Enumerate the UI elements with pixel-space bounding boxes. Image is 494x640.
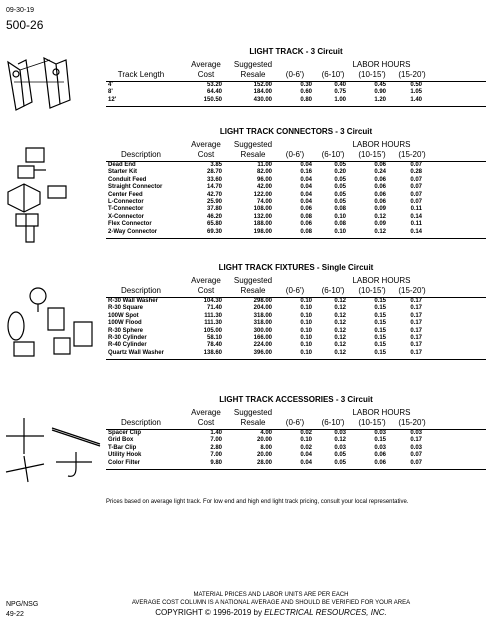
cell-h1: 0.04 (300, 452, 312, 459)
cell-resale: 396.00 (253, 349, 272, 356)
cell-h2: 0.08 (334, 221, 346, 228)
cell-desc: T-Connector (108, 206, 144, 213)
cell-resale: 20.00 (256, 452, 272, 459)
cell-h4: 0.17 (410, 312, 422, 319)
cell-h4: 0.28 (410, 169, 422, 176)
cell-h4: 0.11 (410, 221, 422, 228)
cell-h1: 0.04 (300, 176, 312, 183)
cell-h1: 0.10 (300, 320, 312, 327)
table-body (106, 162, 486, 236)
cell-h4: 0.14 (410, 228, 422, 235)
cell-h4: 0.07 (410, 191, 422, 198)
cell-cost: 42.70 (206, 191, 222, 198)
cell-h3: 0.06 (374, 459, 386, 466)
footer-code-1: NPG/NSG (6, 601, 39, 608)
cell-h3: 0.90 (374, 89, 386, 96)
cell-h4: 0.17 (410, 327, 422, 334)
cell-desc: R-40 Cylinder (108, 342, 147, 349)
cell-resale: 28.00 (256, 459, 272, 466)
cell-h3: 1.20 (374, 96, 386, 103)
table-row (106, 192, 486, 199)
header-h1: (0-6') (285, 70, 305, 79)
header-h4: (15-20') (398, 418, 426, 427)
cell-h3: 0.15 (374, 320, 386, 327)
table-row (106, 350, 486, 357)
cell-h3: 0.15 (374, 327, 386, 334)
cell-h1: 0.10 (300, 342, 312, 349)
cell-resale: 152.00 (253, 82, 272, 88)
header-h3: (10-15') (358, 286, 386, 295)
cell-h3: 0.24 (374, 169, 386, 176)
cell-h2: 0.12 (334, 349, 346, 356)
table-row (106, 199, 486, 206)
accessories-illustration-icon (4, 416, 104, 486)
header-first-col: Description (120, 286, 161, 295)
cell-cost: 104.30 (203, 298, 222, 304)
accessories-section (106, 394, 486, 470)
cell-h3: 0.45 (374, 82, 386, 88)
header-labor: LABOR (352, 140, 380, 149)
cell-cost: 46.20 (206, 213, 222, 220)
cell-h2: 0.12 (334, 342, 346, 349)
cell-h3: 0.15 (374, 334, 386, 341)
cell-h2: 0.05 (334, 176, 346, 183)
header-labor: LABOR (352, 276, 380, 285)
table-row (106, 177, 486, 184)
header-cost: Cost (197, 286, 215, 295)
light-track-section (106, 46, 486, 107)
header-h2: (6-10') (321, 286, 345, 295)
cell-h1: 0.16 (300, 169, 312, 176)
cell-h3: 0.09 (374, 221, 386, 228)
table-row (106, 206, 486, 213)
section-title: LIGHT TRACK FIXTURES - Single Circuit (218, 263, 374, 272)
table-row (106, 320, 486, 327)
cell-cost: 7.00 (210, 437, 222, 444)
cell-h2: 0.12 (334, 305, 346, 312)
cell-desc: 4' (108, 82, 113, 88)
cell-resale: 132.00 (253, 213, 272, 220)
table-row (106, 305, 486, 312)
cell-h1: 0.10 (300, 327, 312, 334)
cell-cost: 2.80 (210, 444, 222, 451)
cell-h1: 0.04 (300, 162, 312, 168)
cell-cost: 150.50 (203, 96, 222, 103)
cell-resale: 11.00 (257, 162, 272, 168)
cell-h4: 0.07 (410, 198, 422, 205)
header-h3: (10-15') (358, 418, 386, 427)
cell-desc: 12' (108, 96, 117, 103)
cell-cost: 7.00 (210, 452, 222, 459)
cell-resale: 82.00 (256, 169, 272, 176)
cell-h4: 0.14 (410, 213, 422, 220)
cell-desc: 100W Flood (108, 320, 142, 327)
cell-desc: Grid Box (108, 437, 134, 444)
table-header (106, 137, 486, 162)
cell-resale: 318.00 (253, 320, 272, 327)
cell-h1: 0.60 (300, 89, 312, 96)
cell-cost: 105.00 (203, 327, 222, 334)
cell-h3: 0.15 (374, 349, 386, 356)
header-first-col: Description (120, 418, 161, 427)
fixtures-illustration-icon (4, 282, 99, 362)
cell-h1: 0.02 (300, 430, 312, 436)
cell-h3: 0.15 (374, 312, 386, 319)
cell-resale: 318.00 (253, 312, 272, 319)
cell-resale: 96.00 (256, 176, 272, 183)
header-h4: (15-20') (398, 150, 426, 159)
cell-desc: R-30 Square (108, 305, 144, 312)
cell-h2: 0.12 (334, 334, 346, 341)
cell-h2: 0.40 (334, 82, 346, 88)
cell-h4: 0.17 (410, 342, 422, 349)
cell-h2: 0.12 (334, 312, 346, 319)
cell-resale: 122.00 (253, 191, 272, 198)
cell-h3: 0.09 (374, 206, 386, 213)
cell-h2: 0.75 (334, 89, 346, 96)
cell-h4: 0.17 (410, 334, 422, 341)
cell-desc: R-30 Wall Washer (108, 298, 158, 304)
cell-h1: 0.08 (300, 228, 312, 235)
table-header (106, 57, 486, 82)
cell-h2: 0.20 (334, 169, 346, 176)
cell-h2: 0.03 (334, 430, 346, 436)
header-h2: (6-10') (321, 418, 345, 427)
cell-desc: Conduit Feed (108, 176, 147, 183)
table-row (106, 437, 486, 444)
cell-h1: 0.06 (300, 221, 312, 228)
header-resale: Resale (240, 418, 266, 427)
table-header (106, 273, 486, 298)
cell-cost: 111.30 (204, 320, 222, 327)
section-title: LIGHT TRACK - 3 Circuit (249, 47, 343, 56)
cell-h1: 0.04 (300, 459, 312, 466)
header-average: Average (191, 140, 221, 149)
table-row (106, 184, 486, 191)
cell-cost: 28.70 (206, 169, 222, 176)
cell-h1: 0.04 (300, 184, 312, 191)
cell-resale: 42.00 (256, 184, 272, 191)
cell-cost: 138.60 (203, 349, 222, 356)
section-title: LIGHT TRACK ACCESSORIES - 3 Circuit (219, 395, 373, 404)
track-illustration-icon (4, 52, 74, 114)
cell-h1: 0.02 (300, 444, 312, 451)
cell-h2: 0.12 (334, 327, 346, 334)
cell-h3: 0.06 (374, 184, 386, 191)
table-row (106, 335, 486, 342)
cell-h1: 0.06 (300, 206, 312, 213)
cell-cost: 111.30 (204, 312, 222, 319)
cell-desc: 2-Way Connector (108, 228, 158, 235)
footer-code-2: 49-22 (6, 611, 24, 618)
cell-desc: X-Connector (108, 213, 144, 220)
cell-h2: 0.08 (334, 206, 346, 213)
header-h2: (6-10') (321, 70, 345, 79)
cell-resale: 8.00 (260, 444, 272, 451)
cell-cost: 37.80 (206, 206, 222, 213)
cell-h1: 0.80 (300, 96, 312, 103)
table-row (106, 298, 486, 305)
table-row (106, 169, 486, 176)
table-row (106, 460, 486, 467)
cell-h2: 0.10 (334, 213, 346, 220)
cell-resale: 188.00 (253, 221, 272, 228)
pricing-note: Prices based on average light track. For low end and high end light track pricing, consult your local representative. (106, 499, 409, 505)
header-h4: (15-20') (398, 286, 426, 295)
cell-desc: 100W Spot (108, 312, 139, 319)
copyright: COPYRIGHT © 1996-2019 by ELECTRICAL RESOURCES, INC. (155, 608, 387, 617)
header-h3: (10-15') (358, 70, 386, 79)
cell-desc: 8' (108, 89, 113, 96)
cell-h4: 0.50 (410, 82, 422, 88)
cell-h1: 0.10 (300, 334, 312, 341)
header-hours: HOURS (381, 408, 411, 417)
cell-h4: 1.05 (410, 89, 422, 96)
cell-resale: 198.00 (253, 228, 272, 235)
cell-desc: L-Connector (108, 198, 144, 205)
header-hours: HOURS (381, 140, 411, 149)
header-cost: Cost (197, 418, 215, 427)
cell-desc: Dead End (108, 162, 136, 168)
connectors-illustration-icon (4, 142, 84, 252)
cell-h4: 0.11 (410, 206, 422, 213)
header-hours: HOURS (381, 276, 411, 285)
cell-h3: 0.15 (374, 305, 386, 312)
table-row (106, 89, 486, 96)
cell-h4: 0.17 (410, 305, 422, 312)
cell-cost: 65.80 (206, 221, 222, 228)
cell-h3: 0.06 (374, 452, 386, 459)
table-row (106, 214, 486, 221)
header-h2: (6-10') (321, 150, 345, 159)
header-h1: (0-6') (285, 150, 305, 159)
cell-resale: 108.00 (253, 206, 272, 213)
header-average: Average (191, 408, 221, 417)
cell-h3: 0.15 (374, 437, 386, 444)
cell-h4: 0.03 (410, 444, 422, 451)
cell-h2: 0.10 (334, 228, 346, 235)
header-first-col: Track Length (117, 70, 165, 79)
cell-desc: Spacer Clip (108, 430, 142, 436)
cell-resale: 4.00 (260, 430, 272, 436)
cell-h1: 0.04 (300, 198, 312, 205)
cell-h3: 0.12 (374, 213, 386, 220)
header-cost: Cost (197, 70, 215, 79)
fixtures-section (106, 262, 486, 360)
table-row (106, 328, 486, 335)
footer-line-1: MATERIAL PRICES AND LABOR UNITS ARE PER EACH (193, 592, 349, 598)
cell-resale: 166.00 (253, 334, 272, 341)
cell-desc: Center Feed (108, 191, 143, 198)
header-average: Average (191, 276, 221, 285)
table-row (106, 313, 486, 320)
cell-desc: Straight Connector (108, 184, 163, 191)
cell-h3: 0.06 (374, 176, 386, 183)
connectors-section (106, 126, 486, 239)
cell-h2: 0.05 (334, 459, 346, 466)
cell-h1: 0.10 (300, 298, 312, 304)
cell-desc: Utility Hook (108, 452, 142, 459)
cell-h2: 0.05 (334, 198, 346, 205)
cell-h2: 0.03 (334, 444, 346, 451)
cell-resale: 298.00 (253, 298, 272, 304)
cell-resale: 430.00 (253, 96, 272, 103)
header-resale: Resale (240, 150, 266, 159)
header-suggested: Suggested (233, 408, 273, 417)
cell-h4: 1.40 (410, 96, 422, 103)
table-row (106, 430, 486, 437)
cell-h4: 0.17 (410, 298, 422, 304)
table-row (106, 97, 486, 104)
cell-cost: 58.10 (206, 334, 222, 341)
cell-h2: 0.12 (334, 437, 346, 444)
cell-resale: 204.00 (253, 305, 272, 312)
cell-h1: 0.10 (300, 305, 312, 312)
cell-cost: 9.80 (210, 459, 222, 466)
cell-h4: 0.17 (410, 320, 422, 327)
cell-h3: 0.03 (374, 444, 386, 451)
header-cost: Cost (197, 150, 215, 159)
cell-h1: 0.30 (300, 82, 312, 88)
cell-h3: 0.03 (374, 430, 386, 436)
header-suggested: Suggested (233, 140, 273, 149)
cell-resale: 300.00 (253, 327, 272, 334)
table-row (106, 452, 486, 459)
cell-h3: 0.15 (374, 342, 386, 349)
cell-h2: 0.05 (334, 184, 346, 191)
table-header (106, 405, 486, 430)
cell-h4: 0.07 (410, 184, 422, 191)
header-resale: Resale (240, 70, 266, 79)
cell-desc: R-30 Cylinder (108, 334, 147, 341)
header-h4: (15-20') (398, 70, 426, 79)
cell-h1: 0.10 (300, 312, 312, 319)
cell-h3: 0.15 (374, 298, 386, 304)
cell-desc: Flex Connector (108, 221, 152, 228)
cell-h2: 1.00 (334, 96, 346, 103)
table-body (106, 82, 486, 104)
section-title: LIGHT TRACK CONNECTORS - 3 Circuit (219, 127, 373, 136)
cell-h2: 0.05 (334, 162, 346, 168)
cell-h3: 0.06 (374, 198, 386, 205)
cell-desc: Quartz Wall Washer (108, 349, 164, 356)
cell-h2: 0.12 (334, 320, 346, 327)
cell-cost: 1.40 (210, 430, 222, 436)
cell-h3: 0.06 (374, 162, 386, 168)
header-labor: LABOR (352, 408, 380, 417)
header-first-col: Description (120, 150, 161, 159)
cell-cost: 71.40 (206, 305, 222, 312)
cell-h3: 0.06 (374, 191, 386, 198)
header-average: Average (191, 60, 221, 69)
page-date: 09-30-19 (6, 7, 35, 14)
cell-h1: 0.10 (300, 349, 312, 356)
cell-h1: 0.08 (300, 213, 312, 220)
cell-desc: R-30 Sphere (108, 327, 144, 334)
cell-h2: 0.05 (334, 452, 346, 459)
cell-resale: 184.00 (253, 89, 272, 96)
footer-line-2: AVERAGE COST COLUMN IS A NATIONAL AVERAGE AND SHOULD BE VERIFIED FOR YOUR AREA (131, 600, 411, 606)
table-body (106, 430, 486, 467)
header-suggested: Suggested (233, 60, 273, 69)
cell-h2: 0.05 (334, 191, 346, 198)
cell-h4: 0.17 (410, 437, 422, 444)
cell-cost: 25.90 (206, 198, 222, 205)
page-number: 500-26 (6, 18, 44, 32)
cell-resale: 20.00 (256, 437, 272, 444)
cell-resale: 74.00 (256, 198, 272, 205)
footer-codes (6, 600, 38, 620)
cell-h3: 0.12 (374, 228, 386, 235)
cell-cost: 64.40 (206, 89, 222, 96)
header-h3: (10-15') (358, 150, 386, 159)
cell-desc: Starter Kit (108, 169, 138, 176)
cell-cost: 69.30 (206, 228, 222, 235)
header-resale: Resale (240, 286, 266, 295)
cell-resale: 224.00 (253, 342, 272, 349)
header-hours: HOURS (381, 60, 411, 69)
cell-desc: Color Filter (108, 459, 141, 466)
header-labor: LABOR (352, 60, 380, 69)
table-row (106, 445, 486, 452)
table-body (106, 298, 486, 357)
company-name: ELECTRICAL RESOURCES, INC. (264, 608, 387, 617)
cell-cost: 53.20 (206, 82, 222, 88)
footer-notice (106, 591, 436, 618)
cell-h4: 0.17 (410, 349, 422, 356)
cell-h1: 0.10 (300, 437, 312, 444)
cell-h4: 0.07 (410, 452, 422, 459)
cell-cost: 33.60 (206, 176, 222, 183)
header-h1: (0-6') (285, 418, 305, 427)
header-suggested: Suggested (233, 276, 273, 285)
table-row (106, 342, 486, 349)
cell-h4: 0.07 (410, 459, 422, 466)
cell-cost: 3.85 (210, 162, 222, 168)
cell-h4: 0.07 (410, 162, 422, 168)
table-row (106, 82, 486, 89)
table-row (106, 221, 486, 228)
header-h1: (0-6') (285, 286, 305, 295)
cell-h4: 0.03 (410, 430, 422, 436)
cell-h2: 0.12 (334, 298, 346, 304)
cell-h1: 0.04 (300, 191, 312, 198)
table-row (106, 229, 486, 236)
cell-desc: T-Bar Clip (108, 444, 137, 451)
cell-cost: 78.40 (206, 342, 222, 349)
cell-cost: 14.70 (206, 184, 222, 191)
cell-h4: 0.07 (410, 176, 422, 183)
table-row (106, 162, 486, 169)
